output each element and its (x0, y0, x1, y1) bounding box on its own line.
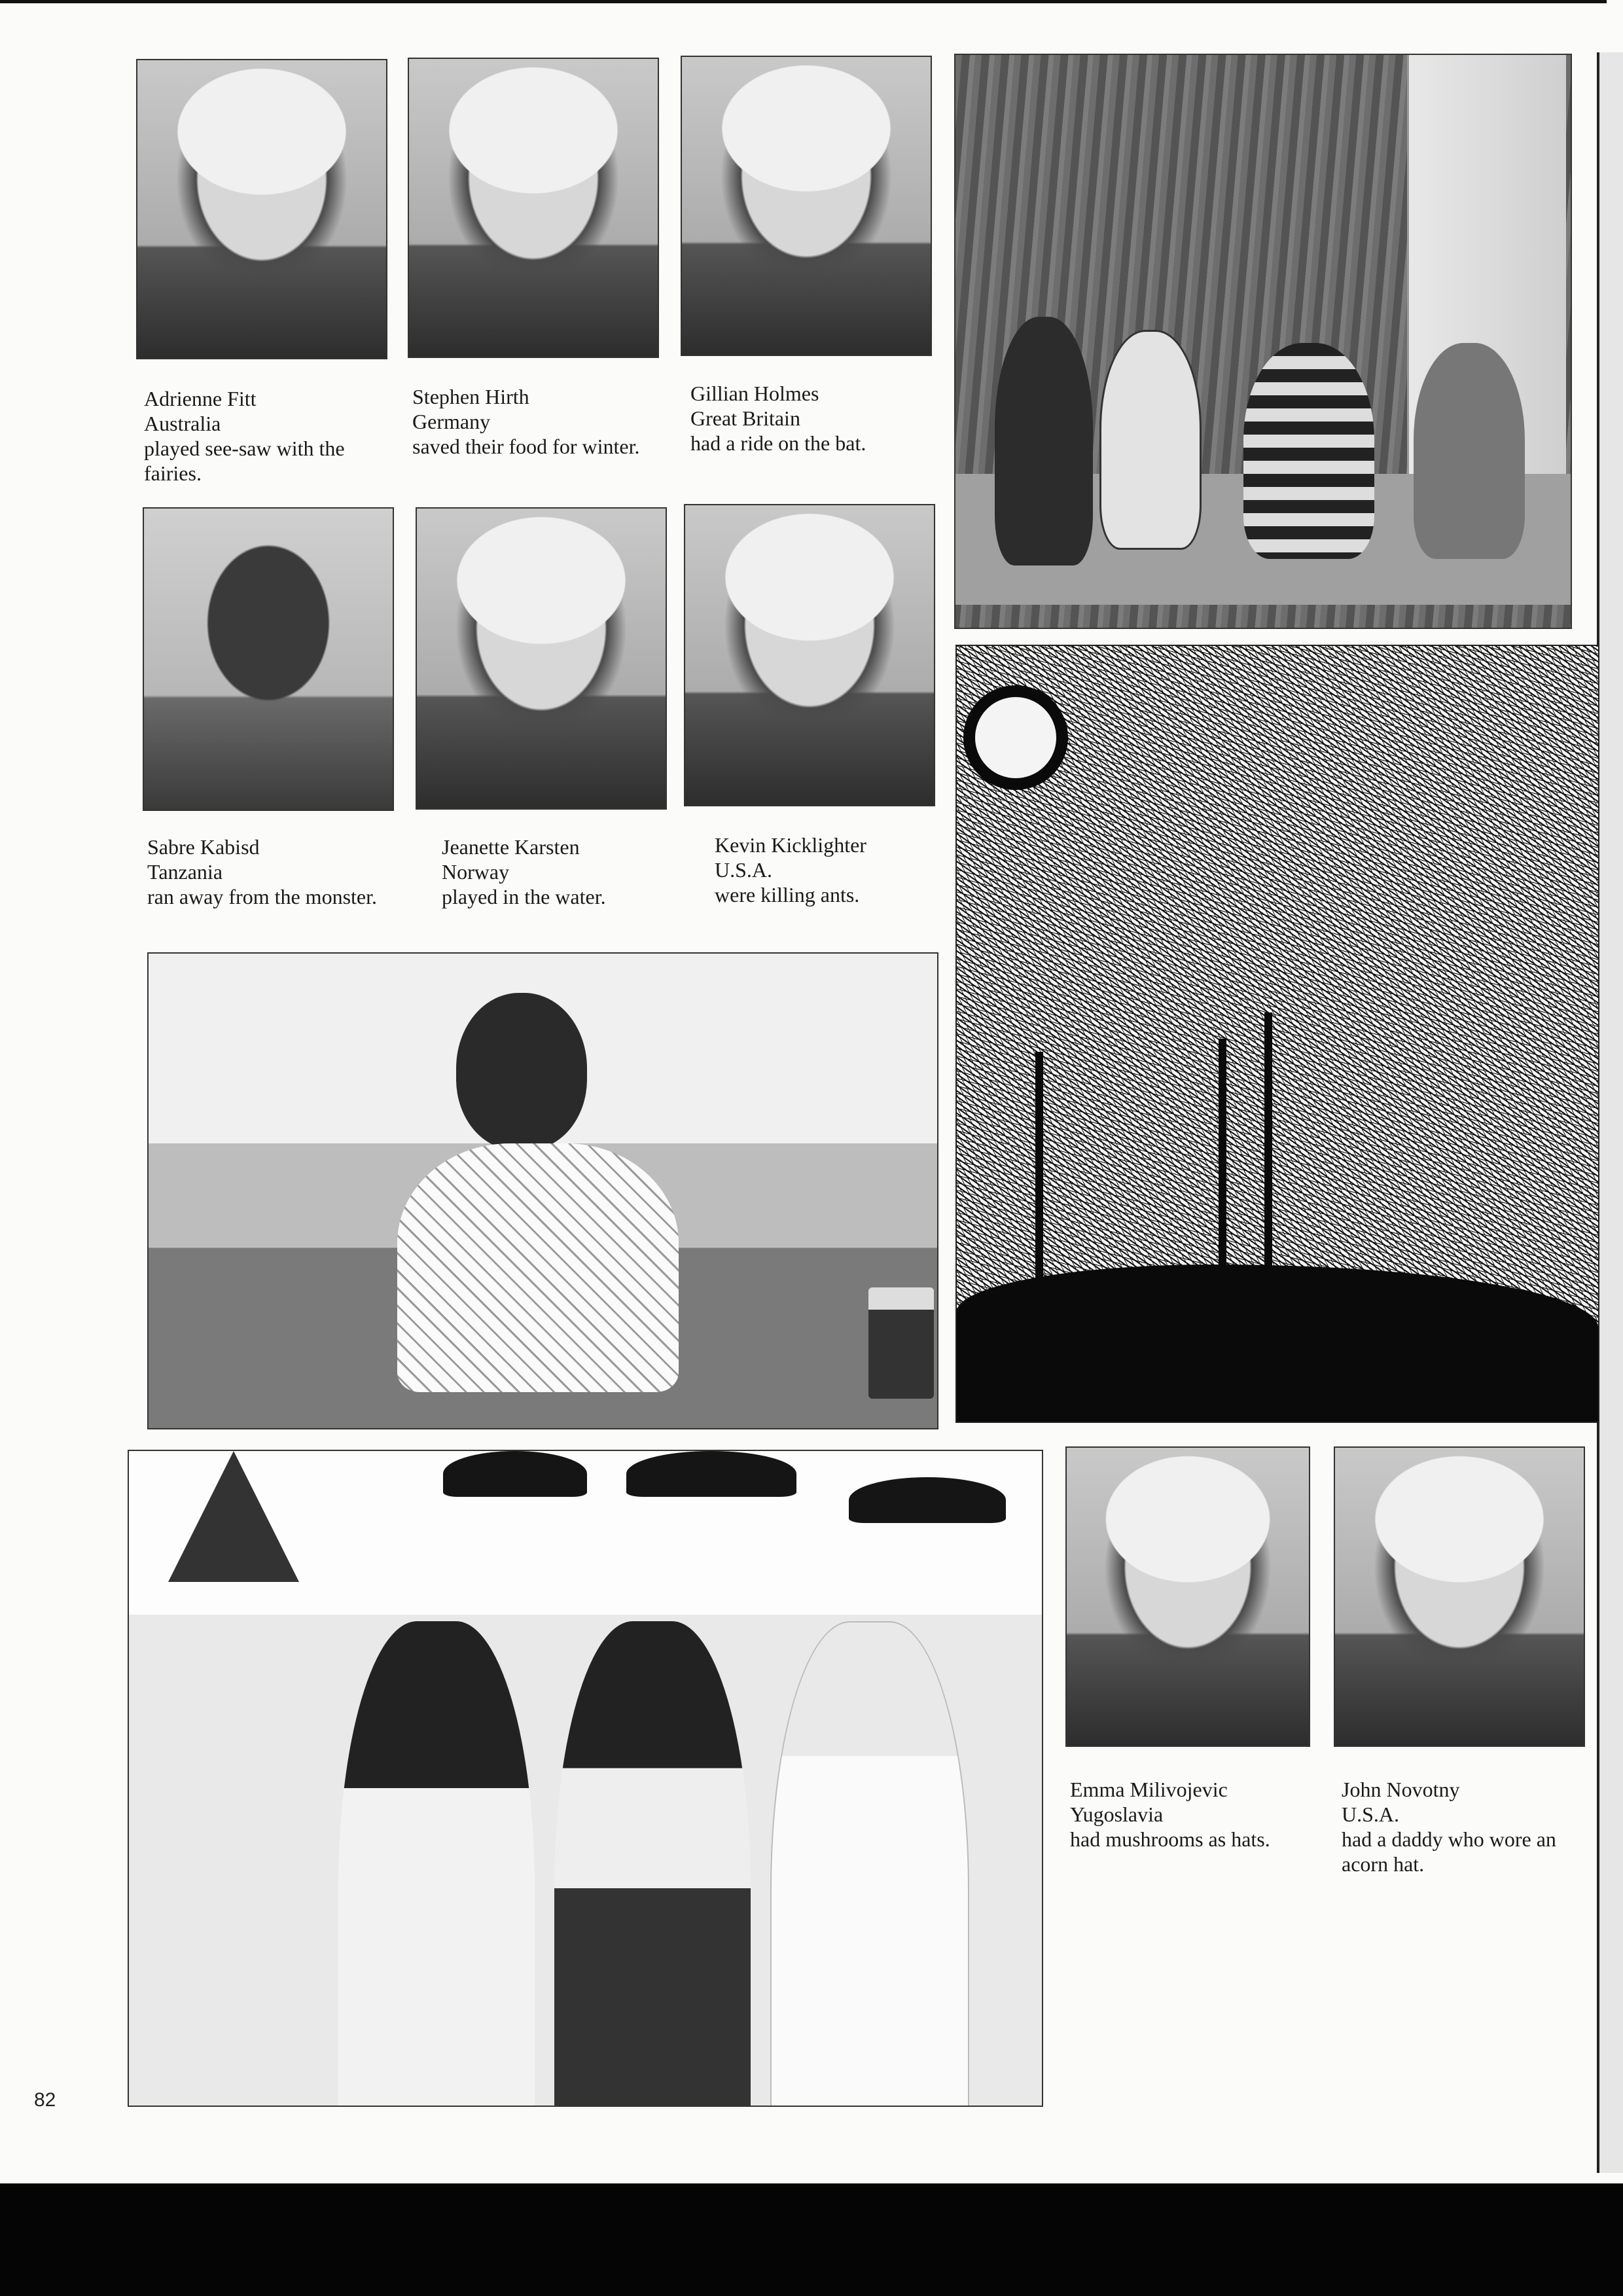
caption-name: John Novotny (1342, 1778, 1460, 1801)
portrait-kevin-kicklighter (684, 504, 935, 806)
child-figure (1099, 330, 1202, 550)
caption-stephen-hirth (412, 384, 661, 459)
page-number: 82 (34, 2089, 56, 2111)
caption-country: Australia (144, 412, 221, 435)
caption-country: Great Britain (690, 406, 800, 430)
caption-country: Tanzania (147, 860, 223, 884)
drawn-ground (957, 1265, 1598, 1422)
glue-pot (868, 1287, 934, 1399)
photo-children-in-costumes (128, 1450, 1043, 2107)
drawn-tree (1219, 1039, 1226, 1287)
caption-name: Stephen Hirth (412, 385, 529, 408)
caption-name: Emma Milivojevic (1070, 1778, 1228, 1801)
caption-country: Yugoslavia (1070, 1803, 1164, 1826)
portrait-adrienne-fitt (136, 59, 387, 359)
caption-activity: had a daddy who wore an acorn hat. (1342, 1827, 1556, 1876)
caption-gillian-holmes (690, 381, 939, 456)
childs-crayon-drawing (955, 645, 1599, 1423)
child-figure (456, 993, 587, 1150)
child-figure (995, 317, 1093, 565)
portrait-john-novotny (1334, 1446, 1585, 1747)
caption-country: Germany (412, 410, 491, 433)
paper-bat-decoration (849, 1477, 1006, 1523)
portrait-jeanette-karsten (416, 507, 667, 810)
photo-child-cutting-paper (147, 952, 938, 1429)
caption-activity: were killing ants. (715, 883, 860, 906)
caption-activity: saved their food for winter. (412, 435, 640, 458)
caption-activity: ran away from the monster. (147, 885, 377, 908)
caption-adrienne-fitt (144, 386, 393, 486)
drawn-sun (963, 685, 1068, 790)
paper-bat-decoration (443, 1451, 587, 1497)
child-in-costume (129, 1621, 325, 2107)
portrait-stephen-hirth (408, 58, 659, 358)
caption-kevin-kicklighter (715, 833, 963, 907)
photo-children-sitting-on-floor (954, 54, 1572, 629)
wizard-hat (168, 1451, 299, 1582)
caption-name: Jeanette Karsten (442, 835, 580, 859)
portrait-emma-milivojevic (1065, 1446, 1310, 1747)
scan-border (0, 2183, 1623, 2296)
caption-country: U.S.A. (715, 858, 773, 882)
caption-activity: played in the water. (442, 885, 606, 908)
child-figure (1243, 343, 1374, 559)
child-figure (1414, 343, 1525, 559)
page-top-rule (0, 0, 1607, 3)
caption-country: U.S.A. (1342, 1803, 1400, 1826)
child-fairy-costume (770, 1621, 969, 2107)
drawn-tree (1264, 1013, 1272, 1287)
portrait-sabre-kabisd (143, 507, 394, 811)
drawn-tree (1035, 1052, 1043, 1287)
caption-name: Adrienne Fitt (144, 387, 257, 410)
page-binding-edge (1597, 52, 1623, 2173)
caption-activity: played see-saw with the fairies. (144, 437, 345, 485)
child-sweater (397, 1143, 679, 1392)
caption-activity: had a ride on the bat. (690, 431, 866, 455)
caption-name: Gillian Holmes (690, 382, 819, 405)
caption-activity: had mushrooms as hats. (1070, 1827, 1270, 1851)
caption-john-novotny (1342, 1777, 1590, 1876)
caption-name: Sabre Kabisd (147, 835, 260, 859)
caption-sabre-kabisd (147, 834, 396, 909)
paper-bat-decoration (626, 1451, 796, 1497)
caption-country: Norway (442, 860, 510, 884)
caption-emma-milivojevic (1070, 1777, 1319, 1852)
caption-jeanette-karsten (442, 834, 690, 909)
portrait-gillian-holmes (681, 56, 932, 356)
child-in-kimono (338, 1621, 535, 2107)
child-in-costume (554, 1621, 751, 2107)
caption-name: Kevin Kicklighter (715, 833, 866, 857)
